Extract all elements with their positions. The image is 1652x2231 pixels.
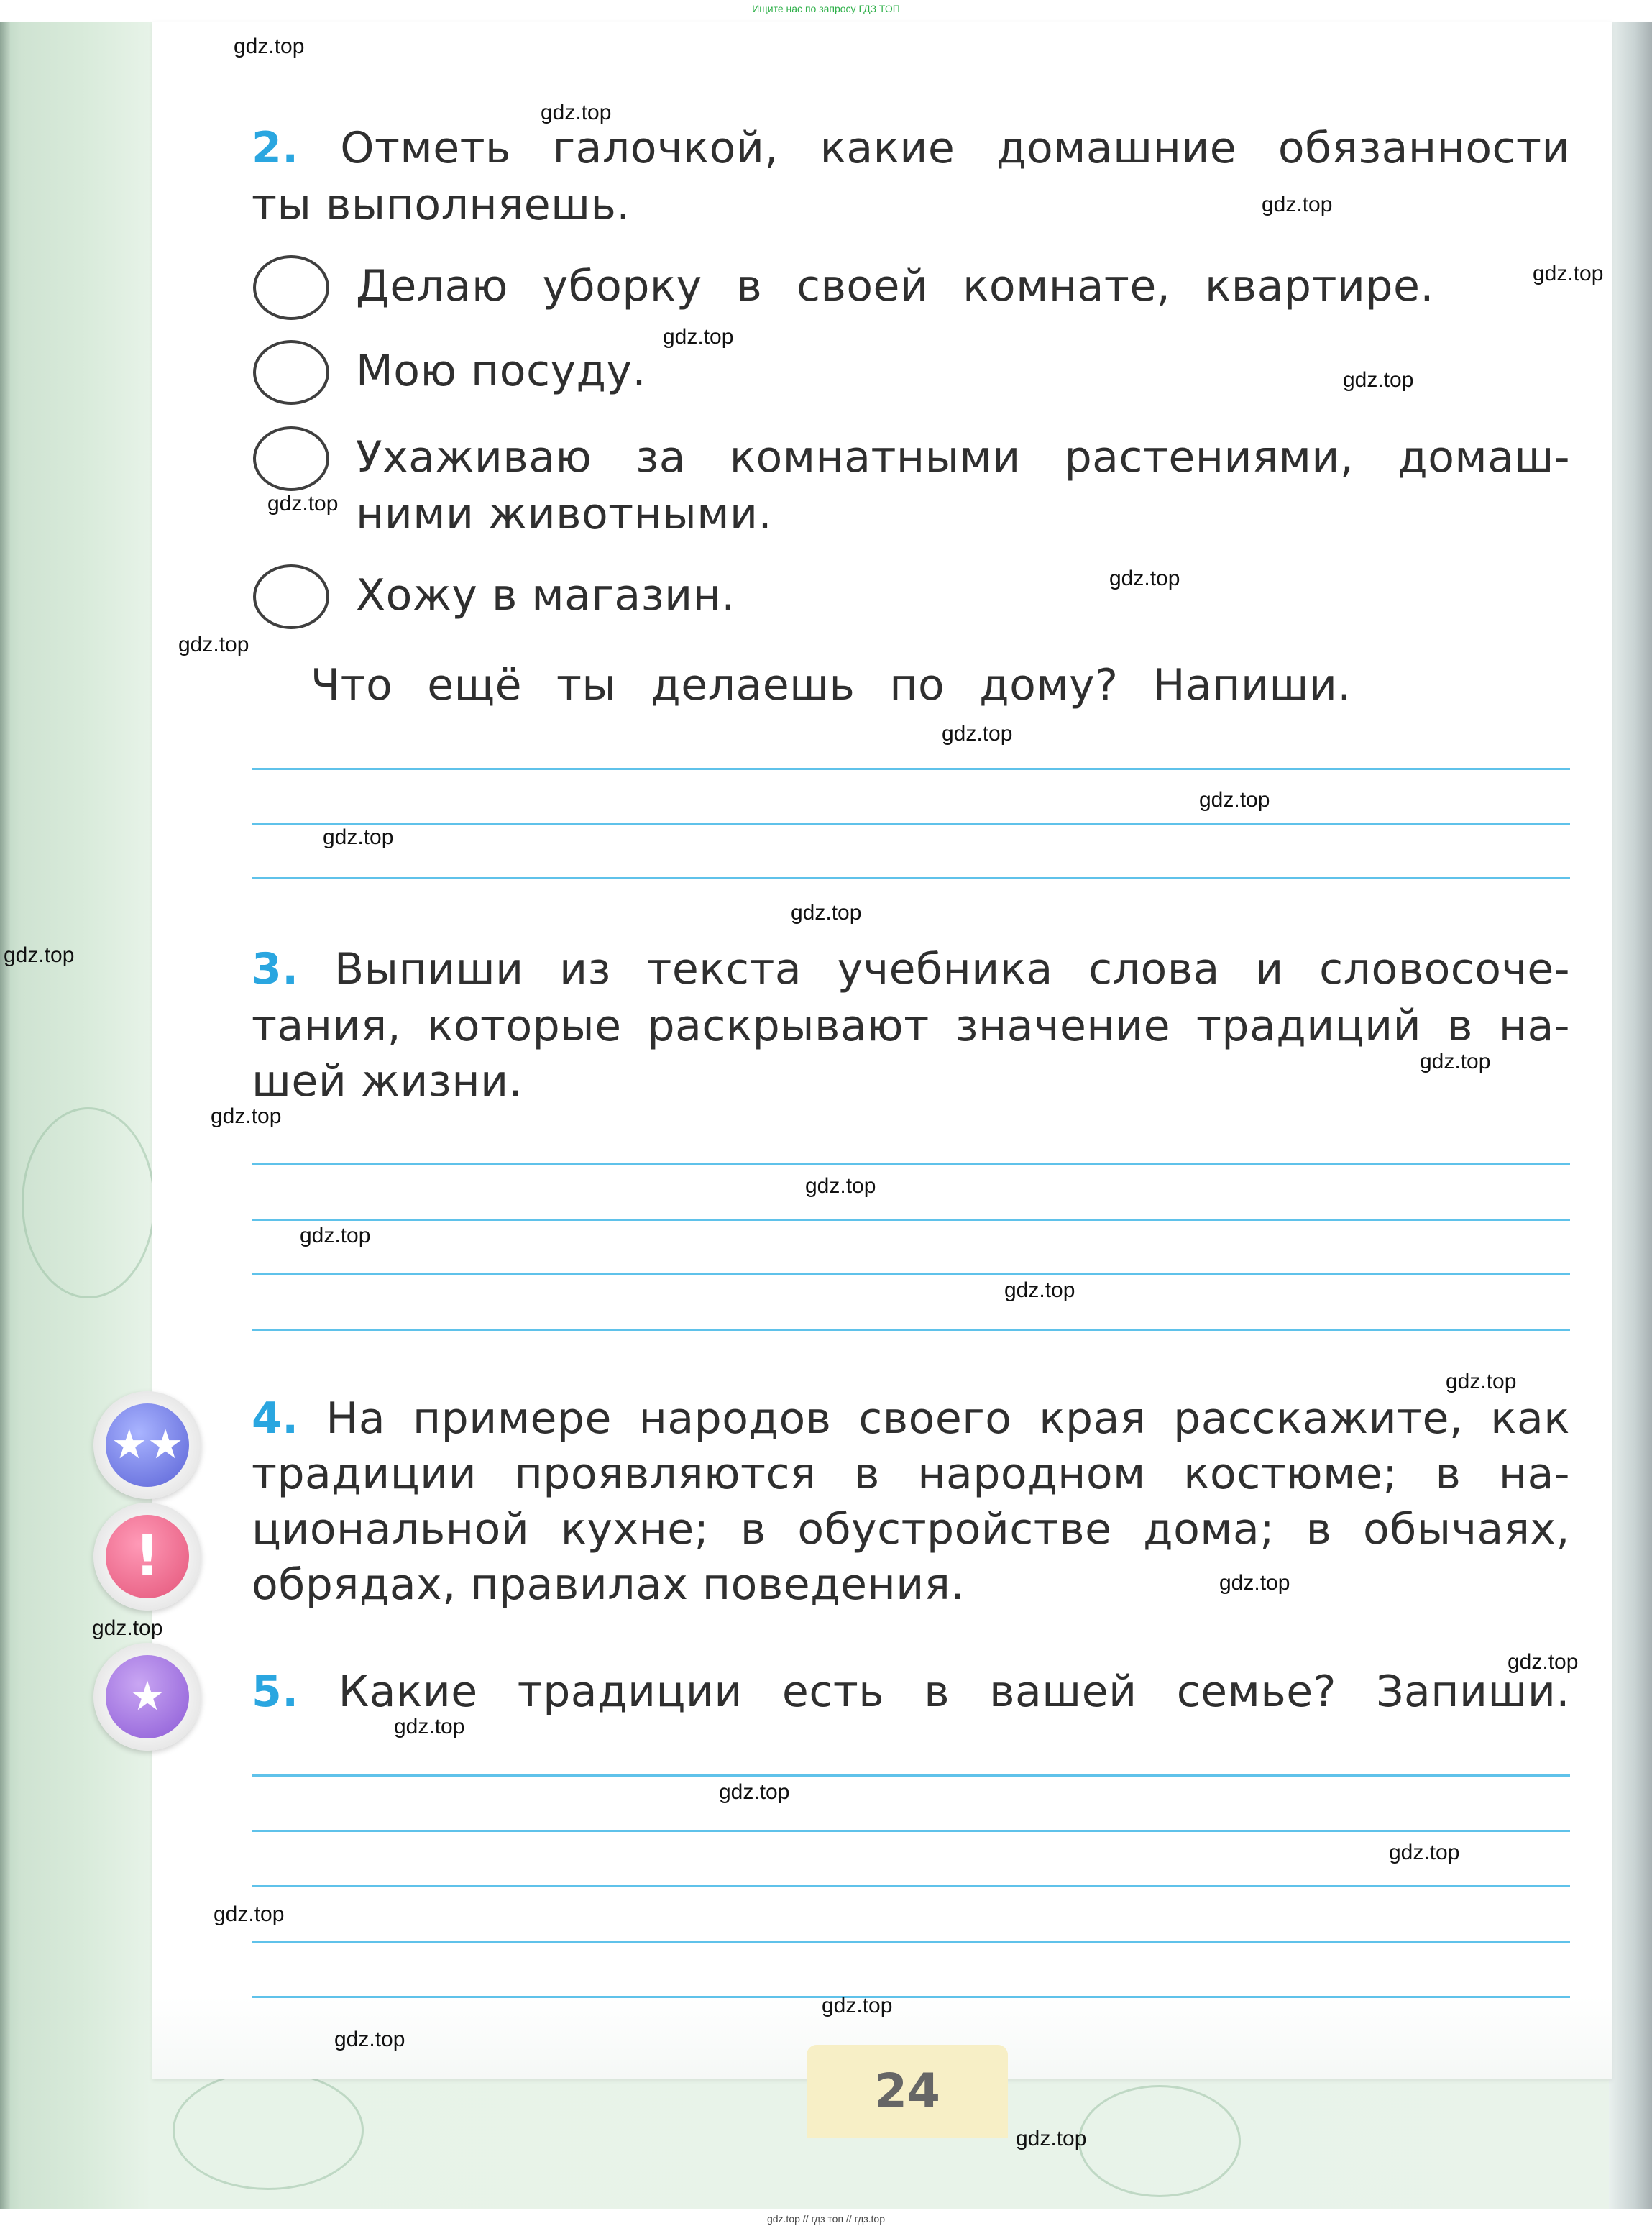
task2-prompt-line2: ты выполняешь. bbox=[252, 180, 630, 230]
task3-number: 3. bbox=[252, 944, 299, 994]
answer-line[interactable] bbox=[252, 1830, 1570, 1832]
watermark: gdz.top bbox=[1199, 788, 1270, 812]
task4-line3: циональной кухне; в обустройстве дома; в обычаях, bbox=[252, 1504, 1570, 1554]
watermark: gdz.top bbox=[4, 943, 75, 967]
answer-line[interactable] bbox=[252, 1163, 1570, 1165]
watermark: gdz.top bbox=[663, 325, 734, 349]
watermark: gdz.top bbox=[942, 722, 1013, 746]
answer-line[interactable] bbox=[252, 823, 1570, 825]
watermark: gdz.top bbox=[805, 1174, 876, 1198]
leaf-decoration bbox=[22, 1107, 155, 1298]
answer-line[interactable] bbox=[252, 768, 1570, 770]
task5-line: 5. Какие традиции есть в вашей семье? Запиши. bbox=[252, 1667, 1570, 1717]
watermark: gdz.top bbox=[1446, 1370, 1517, 1393]
answer-line[interactable] bbox=[252, 1329, 1570, 1331]
stars-icon: ★★ bbox=[106, 1403, 189, 1487]
task2-option-4: Хожу в магазин. bbox=[356, 570, 735, 620]
watermark: gdz.top bbox=[822, 1994, 893, 2017]
task2-option-3: Ухаживаю за комнатными растениями, домаш- bbox=[356, 432, 1570, 482]
watermark: gdz.top bbox=[1420, 1050, 1491, 1073]
watermark: gdz.top bbox=[791, 901, 862, 925]
watermark: gdz.top bbox=[178, 633, 249, 656]
task4-line4: обрядах, правилах поведения. bbox=[252, 1559, 965, 1610]
answer-line[interactable] bbox=[252, 1219, 1570, 1221]
checkbox-circle[interactable] bbox=[253, 564, 329, 629]
watermark: gdz.top bbox=[1219, 1571, 1290, 1595]
star-icon: ★ bbox=[106, 1655, 189, 1738]
answer-line[interactable] bbox=[252, 1996, 1570, 1998]
watermark: gdz.top bbox=[1004, 1278, 1075, 1302]
task2-option-3-cont: ними животными. bbox=[356, 489, 773, 539]
watermark: gdz.top bbox=[1343, 368, 1414, 392]
task2-number: 2. bbox=[252, 123, 299, 173]
task4-line1: 4. На примере народов своего края расскажите, как bbox=[252, 1393, 1570, 1444]
watermark: gdz.top bbox=[92, 1616, 163, 1640]
task2-prompt-line1: 2. Отметь галочкой, какие домашние обязанности bbox=[252, 123, 1570, 173]
leaf-decoration bbox=[173, 2071, 364, 2190]
watermark: gdz.top bbox=[394, 1715, 465, 1738]
task4-line2: традиции проявляются в народном костюме; в на- bbox=[252, 1449, 1570, 1499]
task3-line1: 3. Выпиши из текста учебника слова и словосоче- bbox=[252, 944, 1571, 994]
watermark: gdz.top bbox=[541, 101, 612, 124]
watermark: gdz.top bbox=[1109, 567, 1180, 590]
watermark: gdz.top bbox=[211, 1104, 282, 1128]
pair-work-badge bbox=[93, 1391, 201, 1499]
task3-line3: шей жизни. bbox=[252, 1056, 523, 1107]
watermark: gdz.top bbox=[267, 492, 339, 516]
answer-line[interactable] bbox=[252, 1941, 1570, 1943]
answer-line[interactable] bbox=[252, 1273, 1570, 1275]
checkbox-circle[interactable] bbox=[253, 426, 329, 491]
checkbox-circle[interactable] bbox=[253, 340, 329, 405]
watermark: gdz.top bbox=[214, 1902, 285, 1926]
task2-extra-question: Что ещё ты делаешь по дому? Напиши. bbox=[311, 660, 1352, 710]
watermark: gdz.top bbox=[1262, 193, 1333, 216]
task2-option-2: Мою посуду. bbox=[356, 346, 647, 396]
answer-line[interactable] bbox=[252, 877, 1570, 879]
page-edge bbox=[1609, 22, 1652, 2209]
task3-line2: тания, которые раскрывают значение традиций в на- bbox=[252, 1001, 1570, 1051]
page-number: 24 bbox=[807, 2045, 1008, 2138]
answer-line[interactable] bbox=[252, 1774, 1570, 1777]
watermark: gdz.top bbox=[323, 825, 394, 849]
task4-number: 4. bbox=[252, 1393, 299, 1444]
watermark: gdz.top bbox=[1508, 1650, 1579, 1674]
footer-note: gdz.top // гдз топ // гдз.top bbox=[766, 2213, 886, 2225]
exclamation-icon: ! bbox=[106, 1515, 189, 1598]
checkbox-circle[interactable] bbox=[253, 255, 329, 320]
watermark: gdz.top bbox=[1533, 262, 1604, 285]
watermark: gdz.top bbox=[300, 1224, 371, 1247]
watermark: gdz.top bbox=[234, 35, 305, 58]
task2-option-1: Делаю уборку в своей комнате, квартире. bbox=[356, 261, 1434, 311]
watermark: gdz.top bbox=[334, 2028, 405, 2051]
task5-number: 5. bbox=[252, 1667, 299, 1717]
header-note: Ищите нас по запросу ГДЗ ТОП bbox=[752, 3, 900, 14]
watermark: gdz.top bbox=[1016, 2127, 1087, 2150]
attention-badge bbox=[93, 1503, 201, 1611]
watermark: gdz.top bbox=[719, 1780, 790, 1804]
book-spine bbox=[0, 22, 10, 2209]
answer-line[interactable] bbox=[252, 1885, 1570, 1887]
leaf-decoration bbox=[1078, 2085, 1241, 2197]
watermark: gdz.top bbox=[1389, 1841, 1460, 1864]
creative-task-badge bbox=[93, 1643, 201, 1751]
